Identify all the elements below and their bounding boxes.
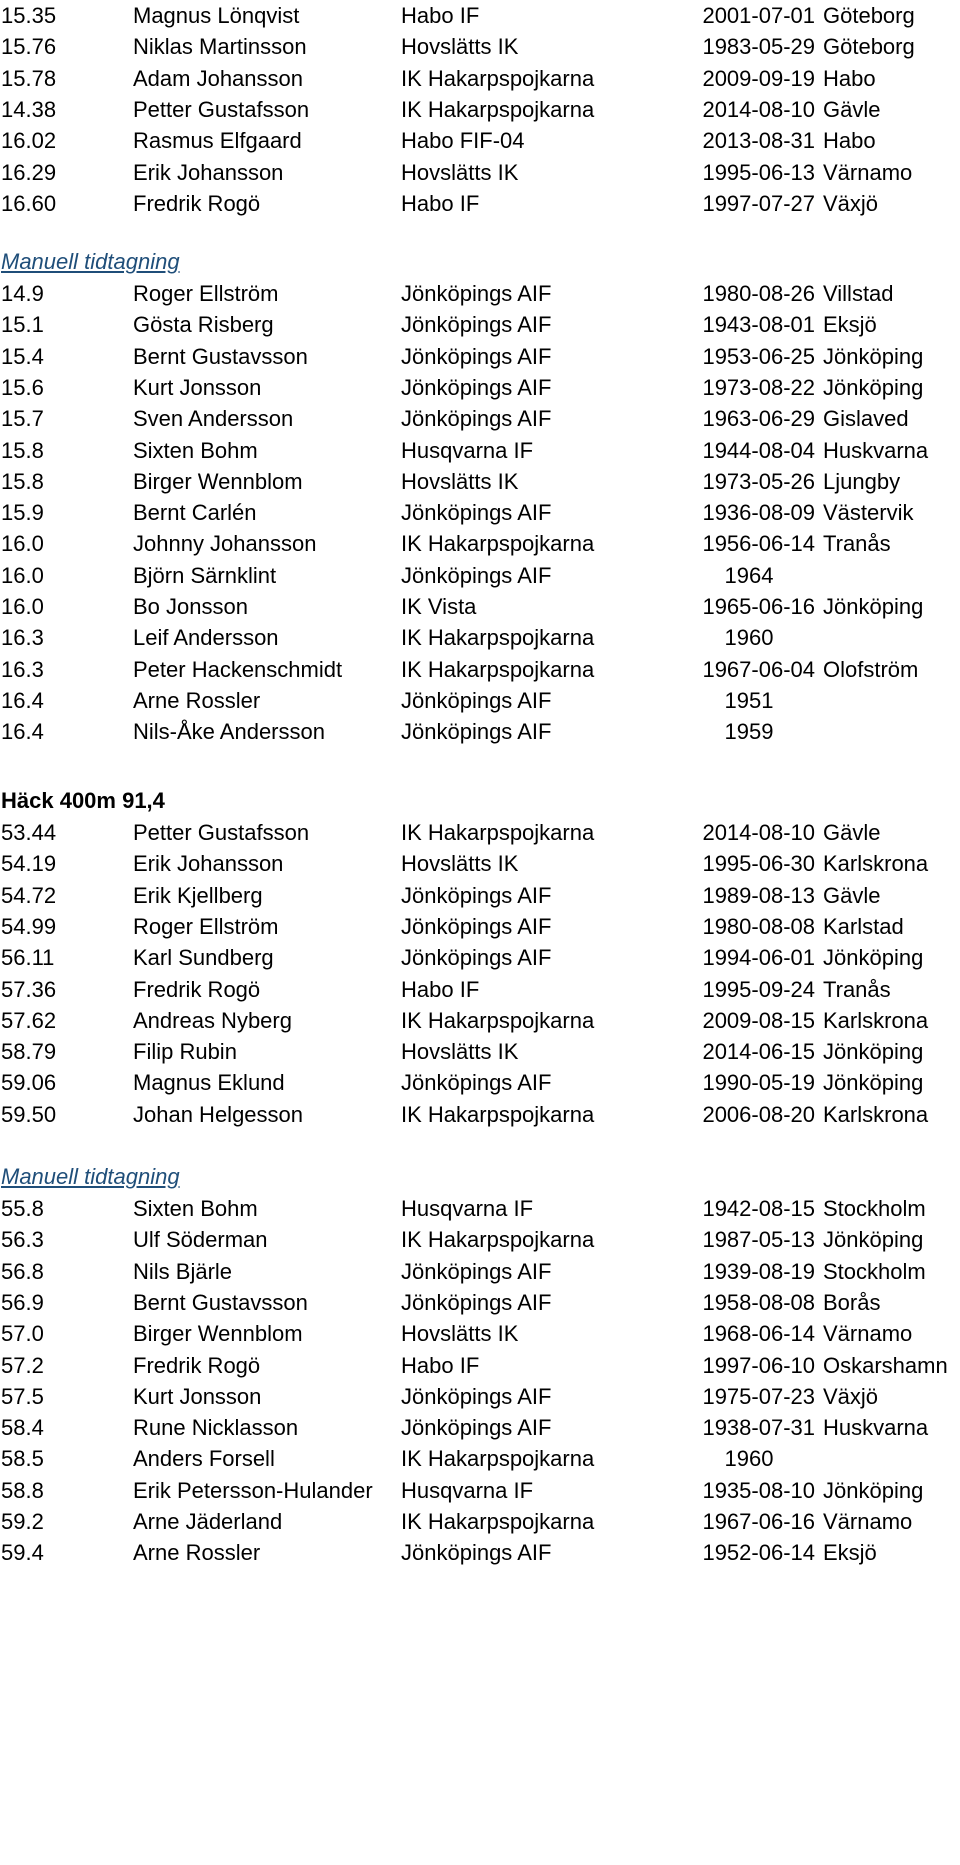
- result-date: 2009-09-19: [702, 65, 815, 91]
- athlete-name: Arne Rossler: [133, 687, 261, 713]
- club-name: Jönköpings AIF: [401, 945, 552, 971]
- venue: Växjö: [823, 190, 879, 216]
- result-time: 57.62: [1, 1007, 57, 1033]
- result-row: [0, 942, 960, 974]
- result-date: 2014-06-15: [702, 1039, 815, 1065]
- result-time: 57.36: [1, 976, 57, 1002]
- athlete-name: Sixten Bohm: [133, 1196, 258, 1221]
- result-date: 1989-08-13: [702, 882, 815, 908]
- venue: Habo: [823, 65, 876, 91]
- result-row: [0, 1506, 960, 1538]
- venue: Tranås: [823, 531, 891, 557]
- result-time: 57.5: [1, 1383, 44, 1409]
- result-row: [0, 1412, 960, 1444]
- venue: Jönköping: [823, 594, 924, 619]
- club-name: IK Hakarpspojkarna: [401, 65, 595, 91]
- venue: Huskvarna: [823, 1415, 929, 1441]
- venue: Karlstad: [823, 913, 904, 939]
- result-time: 15.76: [1, 34, 57, 60]
- athlete-name: Roger Ellström: [133, 913, 279, 939]
- venue: Oskarshamn: [823, 1352, 948, 1378]
- result-time: 16.0: [1, 594, 44, 619]
- athlete-name: Sven Andersson: [133, 406, 294, 432]
- club-name: Jönköpings AIF: [401, 719, 552, 745]
- venue: Borås: [823, 1289, 881, 1315]
- athlete-name: Erik Kjellberg: [133, 882, 263, 908]
- venue: Jönköping: [823, 1227, 924, 1253]
- result-time: 16.02: [1, 128, 57, 154]
- club-name: Hovslätts IK: [401, 159, 519, 185]
- result-date: 1995-09-24: [702, 976, 815, 1002]
- athlete-name: Birger Wennblom: [133, 468, 303, 494]
- club-name: IK Vista: [401, 594, 477, 619]
- result-time: 16.3: [1, 656, 44, 682]
- club-name: IK Hakarpspojkarna: [401, 1509, 595, 1534]
- result-row: [0, 911, 960, 943]
- result-row: [0, 94, 960, 126]
- venue: Växjö: [823, 1383, 879, 1409]
- club-name: Habo IF: [401, 190, 480, 216]
- athlete-name: Karl Sundberg: [133, 945, 274, 971]
- result-time: 56.9: [1, 1289, 44, 1315]
- club-name: Jönköpings AIF: [401, 1383, 552, 1409]
- venue: Karlskrona: [823, 851, 929, 877]
- athlete-name: Niklas Martinsson: [133, 34, 307, 60]
- result-row: [0, 435, 960, 467]
- result-date: 1960: [724, 625, 774, 651]
- result-date: 1952-06-14: [702, 1540, 815, 1566]
- result-date: 1980-08-08: [702, 913, 815, 939]
- club-name: Jönköpings AIF: [401, 343, 552, 369]
- result-time: 58.79: [1, 1039, 57, 1065]
- result-time: 15.6: [1, 374, 44, 400]
- result-date: 1980-08-26: [702, 281, 815, 306]
- result-row: [0, 622, 960, 654]
- result-date: 1995-06-30: [702, 851, 815, 877]
- result-date: 1967-06-04: [702, 656, 815, 682]
- result-row: [0, 974, 960, 1006]
- result-row: [0, 591, 960, 623]
- result-date: 1965-06-16: [702, 594, 815, 619]
- event-heading: Häck 400m 91,4: [1, 788, 165, 813]
- result-row: [0, 716, 960, 748]
- result-time: 58.4: [1, 1415, 44, 1441]
- result-time: 15.1: [1, 312, 44, 338]
- athlete-name: Sixten Bohm: [133, 437, 258, 463]
- athlete-name: Nils-Åke Andersson: [133, 719, 325, 745]
- club-name: Hovslätts IK: [401, 1321, 519, 1347]
- result-date: 1939-08-19: [702, 1258, 815, 1284]
- result-row: [0, 341, 960, 373]
- result-time: 16.4: [1, 687, 44, 713]
- athlete-name: Rune Nicklasson: [133, 1415, 299, 1441]
- result-row: [0, 685, 960, 717]
- athlete-name: Ulf Söderman: [133, 1227, 268, 1253]
- club-name: IK Hakarpspojkarna: [401, 531, 595, 557]
- result-date: 1960: [724, 1446, 774, 1472]
- athlete-name: Nils Bjärle: [133, 1258, 233, 1284]
- venue: Karlskrona: [823, 1007, 929, 1033]
- club-name: Husqvarna IF: [401, 1477, 534, 1503]
- result-time: 15.7: [1, 406, 44, 432]
- venue: Villstad: [823, 281, 894, 306]
- athlete-name: Bo Jonsson: [133, 594, 248, 619]
- result-time: 16.4: [1, 719, 44, 745]
- result-date: 1959: [724, 719, 774, 745]
- athlete-name: Peter Hackenschmidt: [133, 656, 343, 682]
- club-name: Hovslätts IK: [401, 468, 519, 494]
- result-row: [0, 560, 960, 592]
- result-time: 56.11: [1, 945, 55, 971]
- venue: Västervik: [823, 500, 914, 526]
- athlete-name: Erik Petersson-Hulander: [133, 1477, 373, 1503]
- result-time: 15.8: [1, 468, 44, 494]
- athlete-name: Gösta Risberg: [133, 312, 274, 338]
- athlete-name: Adam Johansson: [133, 65, 303, 91]
- result-date: 1964: [724, 562, 774, 588]
- result-date: 1951: [724, 687, 774, 713]
- result-date: 1942-08-15: [702, 1196, 815, 1221]
- venue: Habo: [823, 128, 876, 154]
- athlete-name: Magnus Lönqvist: [133, 3, 300, 28]
- club-name: Jönköpings AIF: [401, 913, 552, 939]
- athlete-name: Bernt Carlén: [133, 500, 257, 526]
- result-row: [0, 1318, 960, 1350]
- result-row: [0, 125, 960, 157]
- result-row: [0, 403, 960, 435]
- athlete-name: Kurt Jonsson: [133, 374, 262, 400]
- result-date: 1975-07-23: [702, 1383, 815, 1409]
- result-time: 15.35: [1, 3, 57, 28]
- club-name: Husqvarna IF: [401, 437, 534, 463]
- venue: Gislaved: [823, 406, 909, 432]
- result-row: [0, 848, 960, 880]
- result-time: 56.3: [1, 1227, 44, 1253]
- result-date: 1963-06-29: [702, 406, 815, 432]
- club-name: Jönköpings AIF: [401, 1289, 552, 1315]
- result-row: [0, 0, 960, 32]
- venue: Göteborg: [823, 3, 915, 28]
- athlete-name: Erik Johansson: [133, 851, 284, 877]
- result-date: 1968-06-14: [702, 1321, 815, 1347]
- venue: Jönköping: [823, 343, 924, 369]
- club-name: IK Hakarpspojkarna: [401, 820, 595, 845]
- result-row: [0, 188, 960, 220]
- result-time: 58.8: [1, 1477, 44, 1503]
- club-name: IK Hakarpspojkarna: [401, 96, 595, 122]
- venue: Värnamo: [823, 1509, 913, 1534]
- venue: Göteborg: [823, 34, 915, 60]
- venue: Jönköping: [823, 374, 924, 400]
- venue: Jönköping: [823, 1039, 924, 1065]
- result-row: [0, 278, 960, 310]
- athlete-name: Birger Wennblom: [133, 1321, 303, 1347]
- result-time: 59.50: [1, 1101, 57, 1127]
- club-name: IK Hakarpspojkarna: [401, 1446, 595, 1472]
- result-date: 2014-08-10: [702, 96, 815, 122]
- club-name: Habo IF: [401, 976, 480, 1002]
- result-date: 1958-08-08: [702, 1289, 815, 1315]
- athlete-name: Arne Jäderland: [133, 1509, 283, 1534]
- athlete-name: Bernt Gustavsson: [133, 343, 308, 369]
- result-time: 15.4: [1, 343, 44, 369]
- result-date: 1938-07-31: [702, 1415, 815, 1441]
- result-time: 16.29: [1, 159, 57, 185]
- athlete-name: Magnus Eklund: [133, 1070, 285, 1096]
- result-row: [0, 1475, 960, 1507]
- venue: Stockholm: [823, 1258, 926, 1284]
- result-date: 1983-05-29: [702, 34, 815, 60]
- athlete-name: Fredrik Rogö: [133, 1352, 261, 1378]
- club-name: Jönköpings AIF: [401, 1258, 552, 1284]
- result-row: [0, 466, 960, 498]
- athlete-name: Rasmus Elfgaard: [133, 128, 302, 154]
- venue: Värnamo: [823, 159, 913, 185]
- result-row: [0, 1256, 960, 1288]
- result-row: [0, 528, 960, 560]
- result-row: [0, 1193, 960, 1225]
- result-date: 2014-08-10: [702, 820, 815, 845]
- club-name: Jönköpings AIF: [401, 562, 552, 588]
- club-name: Jönköpings AIF: [401, 882, 552, 908]
- club-name: Jönköpings AIF: [401, 281, 552, 306]
- result-date: 1944-08-04: [702, 437, 815, 463]
- result-date: 1967-06-16: [702, 1509, 815, 1534]
- club-name: Jönköpings AIF: [401, 312, 552, 338]
- club-name: Habo IF: [401, 1352, 480, 1378]
- result-time: 16.3: [1, 625, 44, 651]
- athlete-name: Johan Helgesson: [133, 1101, 304, 1127]
- result-time: 54.72: [1, 882, 57, 908]
- venue: Eksjö: [823, 1540, 877, 1566]
- result-date: 1990-05-19: [702, 1070, 815, 1096]
- athlete-name: Filip Rubin: [133, 1039, 237, 1065]
- result-time: 14.9: [1, 281, 44, 306]
- result-time: 55.8: [1, 1196, 44, 1221]
- result-row: [0, 31, 960, 63]
- club-name: Jönköpings AIF: [401, 1540, 552, 1566]
- result-date: 1997-06-10: [702, 1352, 815, 1378]
- result-time: 58.5: [1, 1446, 44, 1472]
- result-row: [0, 497, 960, 529]
- club-name: IK Hakarpspojkarna: [401, 1101, 595, 1127]
- club-name: Jönköpings AIF: [401, 500, 552, 526]
- result-date: 1956-06-14: [702, 531, 815, 557]
- result-date: 2009-08-15: [702, 1007, 815, 1033]
- club-name: Habo IF: [401, 3, 480, 28]
- athlete-name: Andreas Nyberg: [133, 1007, 292, 1033]
- result-row: [0, 1036, 960, 1068]
- result-row: [0, 1224, 960, 1256]
- result-time: 59.06: [1, 1070, 57, 1096]
- club-name: IK Hakarpspojkarna: [401, 1227, 595, 1253]
- result-date: 2013-08-31: [702, 128, 815, 154]
- athlete-name: Kurt Jonsson: [133, 1383, 262, 1409]
- result-time: 15.78: [1, 65, 57, 91]
- club-name: Jönköpings AIF: [401, 1070, 552, 1096]
- result-time: 54.99: [1, 913, 57, 939]
- result-date: 1994-06-01: [702, 945, 815, 971]
- result-row: [0, 1005, 960, 1037]
- result-time: 59.2: [1, 1509, 44, 1534]
- result-time: 14.38: [1, 96, 57, 122]
- manual-timing-heading: Manuell tidtagning: [1, 249, 180, 274]
- venue: Eksjö: [823, 312, 877, 338]
- result-row: [0, 817, 960, 849]
- athlete-name: Johnny Johansson: [133, 531, 317, 557]
- athlete-name: Fredrik Rogö: [133, 190, 261, 216]
- venue: Huskvarna: [823, 437, 929, 463]
- venue: Gävle: [823, 820, 881, 845]
- athlete-name: Roger Ellström: [133, 281, 279, 306]
- result-time: 15.9: [1, 500, 44, 526]
- athlete-name: Arne Rossler: [133, 1540, 261, 1566]
- venue: Jönköping: [823, 1070, 924, 1096]
- result-date: 2001-07-01: [702, 3, 815, 28]
- venue: Gävle: [823, 882, 881, 908]
- result-time: 16.60: [1, 190, 57, 216]
- venue: Tranås: [823, 976, 891, 1002]
- result-row: [0, 1381, 960, 1413]
- result-date: 1987-05-13: [702, 1227, 815, 1253]
- venue: Värnamo: [823, 1321, 913, 1347]
- result-row: [0, 372, 960, 404]
- club-name: Jönköpings AIF: [401, 374, 552, 400]
- result-date: 1943-08-01: [702, 312, 815, 338]
- venue: Jönköping: [823, 1477, 924, 1503]
- athlete-name: Leif Andersson: [133, 625, 279, 651]
- manual-timing-heading: Manuell tidtagning: [1, 1164, 180, 1189]
- club-name: Jönköpings AIF: [401, 687, 552, 713]
- club-name: Hovslätts IK: [401, 851, 519, 877]
- club-name: Jönköpings AIF: [401, 406, 552, 432]
- venue: Ljungby: [823, 468, 901, 494]
- result-row: [0, 157, 960, 189]
- result-row: [0, 880, 960, 912]
- club-name: Habo FIF-04: [401, 128, 525, 154]
- result-row: [0, 1067, 960, 1099]
- result-date: 1997-07-27: [702, 190, 815, 216]
- result-time: 57.2: [1, 1352, 44, 1378]
- athlete-name: Björn Särnklint: [133, 562, 277, 588]
- athlete-name: Petter Gustafsson: [133, 96, 310, 122]
- result-date: 1936-08-09: [702, 500, 815, 526]
- venue: Jönköping: [823, 945, 924, 971]
- club-name: Husqvarna IF: [401, 1196, 534, 1221]
- result-row: [0, 654, 960, 686]
- result-time: 57.0: [1, 1321, 44, 1347]
- result-row: [0, 1287, 960, 1319]
- club-name: Hovslätts IK: [401, 1039, 519, 1065]
- result-row: [0, 1443, 960, 1475]
- result-time: 16.0: [1, 531, 44, 557]
- athlete-name: Erik Johansson: [133, 159, 284, 185]
- result-row: [0, 63, 960, 95]
- result-row: [0, 1350, 960, 1382]
- venue: Stockholm: [823, 1196, 926, 1221]
- result-date: 1973-08-22: [702, 374, 815, 400]
- result-time: 53.44: [1, 820, 57, 845]
- result-date: 1953-06-25: [702, 343, 815, 369]
- club-name: IK Hakarpspojkarna: [401, 1007, 595, 1033]
- result-time: 54.19: [1, 851, 57, 877]
- result-row: [0, 1537, 960, 1569]
- venue: Karlskrona: [823, 1101, 929, 1127]
- result-date: 2006-08-20: [702, 1101, 815, 1127]
- athlete-name: Petter Gustafsson: [133, 820, 310, 845]
- athlete-name: Fredrik Rogö: [133, 976, 261, 1002]
- club-name: Jönköpings AIF: [401, 1415, 552, 1441]
- result-time: 16.0: [1, 562, 44, 588]
- venue: Gävle: [823, 96, 881, 122]
- club-name: IK Hakarpspojkarna: [401, 625, 595, 651]
- result-date: 1935-08-10: [702, 1477, 815, 1503]
- result-date: 1973-05-26: [702, 468, 815, 494]
- venue: Olofström: [823, 656, 919, 682]
- athlete-name: Bernt Gustavsson: [133, 1289, 308, 1315]
- result-row: [0, 309, 960, 341]
- athlete-name: Anders Forsell: [133, 1446, 275, 1472]
- club-name: Hovslätts IK: [401, 34, 519, 60]
- result-time: 56.8: [1, 1258, 44, 1284]
- result-date: 1995-06-13: [702, 159, 815, 185]
- result-time: 15.8: [1, 437, 44, 463]
- result-row: [0, 1099, 960, 1131]
- result-time: 59.4: [1, 1540, 44, 1566]
- club-name: IK Hakarpspojkarna: [401, 656, 595, 682]
